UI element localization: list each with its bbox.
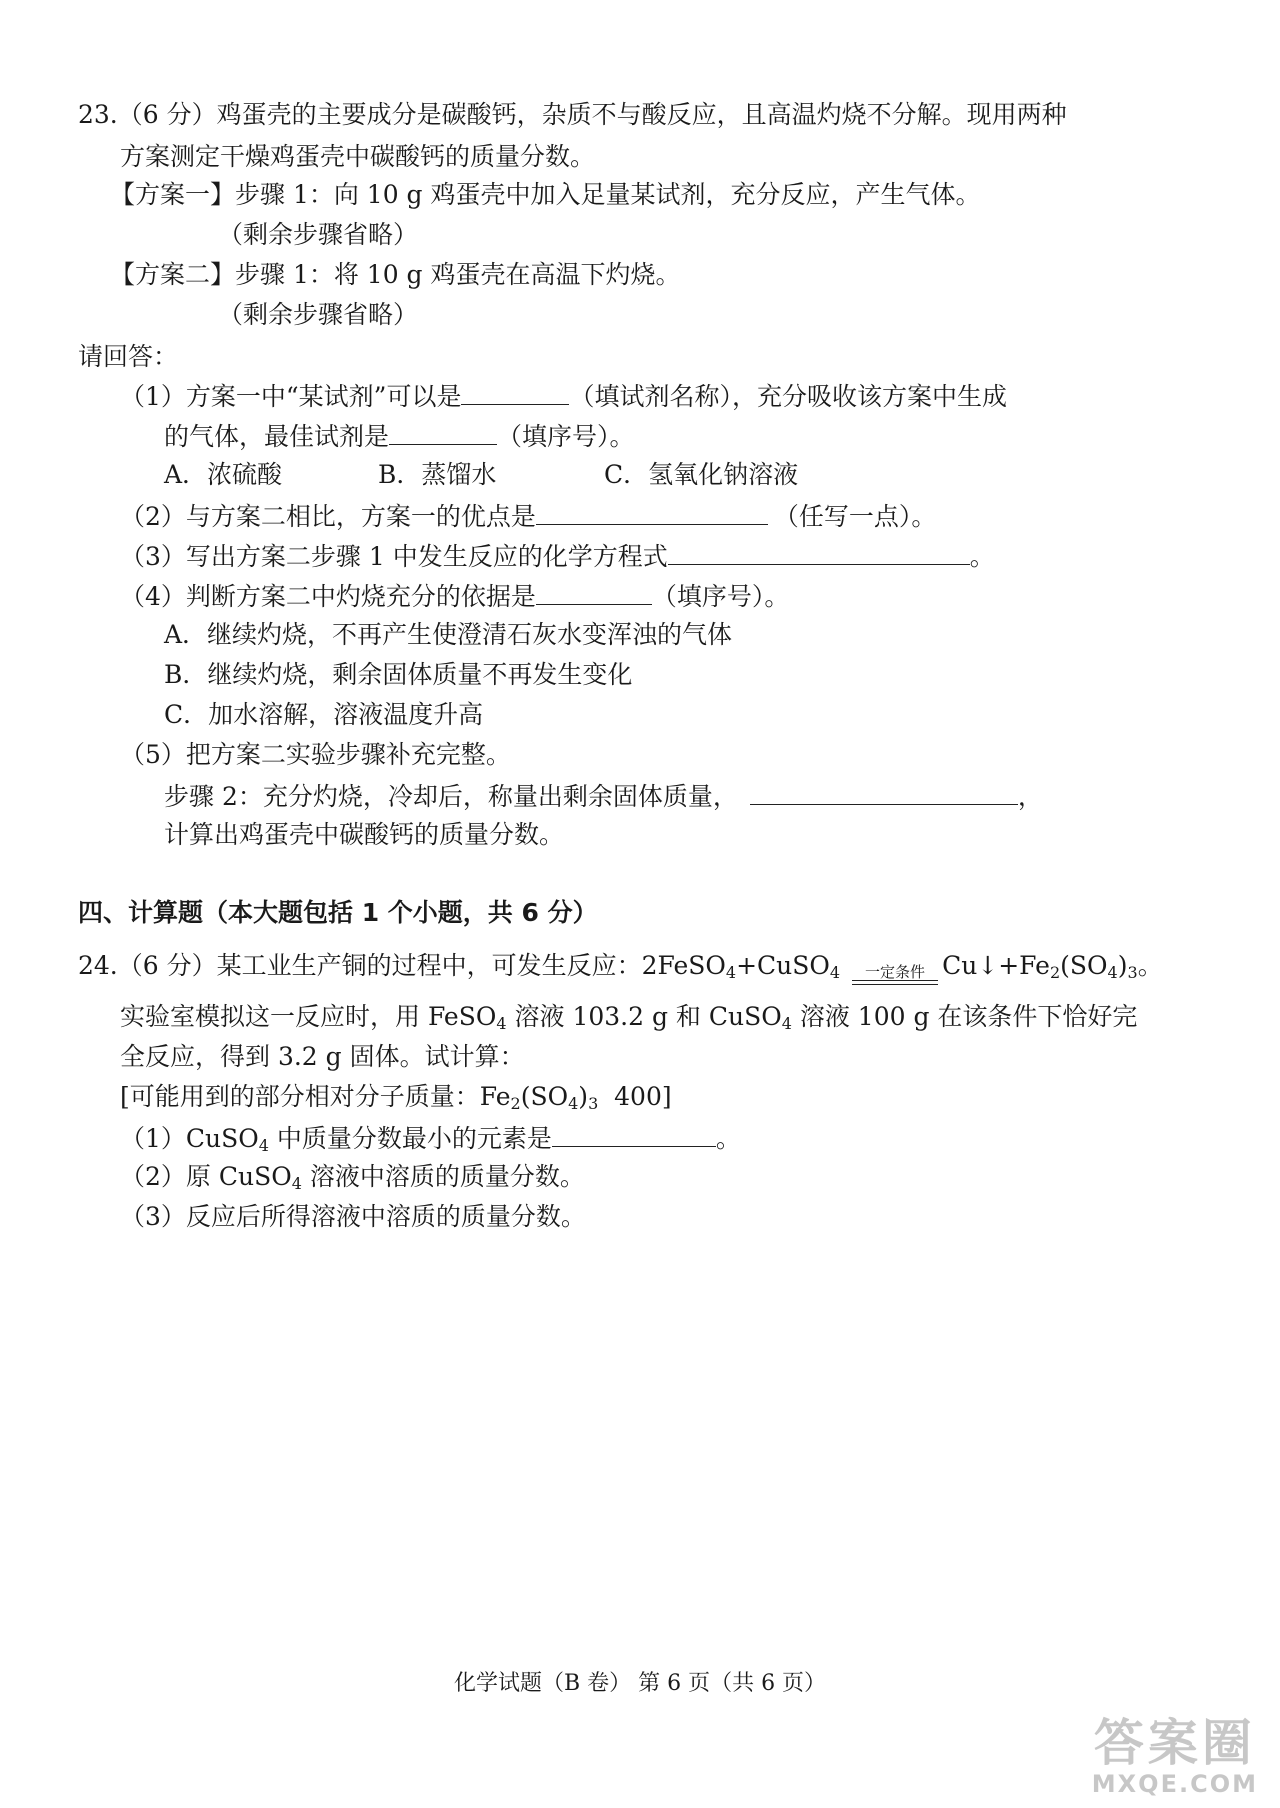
q23-stem-line-1: 23.（6 分）鸡蛋壳的主要成分是碳酸钙，杂质不与酸反应，且高温灼烧不分解。现用两种 [78,100,1067,129]
page-footer: 化学试题（B 卷） 第 6 页（共 6 页） [453,1671,827,1696]
q24-line-3: 全反应，得到 3.2 g 固体。试计算： [120,1042,525,1071]
q24-part-2: （2）原 CuSO$_4$ 溶液中溶质的质量分数。 [120,1162,585,1193]
answer-blank[interactable] [536,578,652,605]
q24-part-3: （3）反应后所得溶液中溶质的质量分数。 [120,1202,586,1231]
q23-part-2: （2）与方案二相比，方案一的优点是 （任写一点）。 [120,498,936,534]
q24-stem: 24.（6 分）某工业生产铜的过程中，可发生反应：2FeSO$_4$+CuSO$_4$ 一定条件 $Cu↓+Fe_2(SO_4)_3$。 [78,946,1163,993]
watermark-logo-text: 答案圈 [1093,1714,1256,1772]
q23-plan-2-rest: （剩余步骤省略） [218,300,419,329]
q23-part-1-options [164,458,798,492]
site-watermark [1092,1716,1258,1798]
answer-prompt: 请回答： [78,342,179,371]
q23-part-5-line-3: 计算出鸡蛋壳中碳酸钙的质量分数。 [164,820,565,849]
q23-plan-2: 【方案二】步骤 1：将 10 g 鸡蛋壳在高温下灼烧。 [110,260,681,289]
q24-line-2: 实验室模拟这一反应时，用 FeSO$_4$ 溶液 103.2 g 和 CuSO$_4$ 溶液 100 g 在该条件下恰好完 [120,1002,1138,1033]
reaction-arrow [852,964,938,993]
q23-part-4-option-c: C．加水溶解，溶液温度升高 [164,700,484,729]
section-4-heading: 四、计算题（本大题包括 1 个小题，共 6 分） [78,898,598,927]
q23-part-4-option-a: A．继续灼烧，不再产生使澄清石灰水变浑浊的气体 [164,620,733,649]
q23-part-1-line-2: 的气体，最佳试剂是 （填序号）。 [164,418,635,454]
q23-part-5: （5）把方案二实验步骤补充完整。 [120,740,511,769]
q23-part-5-step-2: 步骤 2：充分灼烧，冷却后，称量出剩余固体质量， ， [164,778,1043,814]
q23-part-1-line-1: （1）方案一中“某试剂”可以是 （填试剂名称），充分吸收该方案中生成 [120,378,1007,414]
option-a: A．浓硫酸 [164,460,283,489]
option-c: C．氢氧化钠溶液 [604,460,799,489]
answer-blank[interactable] [750,778,1018,805]
q24-molar-mass-note: [可能用到的部分相对分子质量：$Fe_2(SO_4)_3$ 400] [120,1082,672,1113]
q23-stem-line-2: 方案测定干燥鸡蛋壳中碳酸钙的质量分数。 [120,142,596,171]
reaction-condition: 一定条件 [865,963,926,981]
option-b: B．蒸馏水 [378,460,497,489]
q23-plan-1-rest: （剩余步骤省略） [218,220,419,249]
watermark-url: MXQE.COM [1091,1770,1258,1798]
q23-plan-1: 【方案一】步骤 1：向 10 g 鸡蛋壳中加入足量某试剂，充分反应，产生气体。 [110,180,981,209]
q23-part-4-option-b: B．继续灼烧，剩余固体质量不再发生变化 [164,660,633,689]
answer-blank[interactable] [461,378,569,405]
q23-part-4: （4）判断方案二中灼烧充分的依据是 （填序号）。 [120,578,789,614]
answer-blank[interactable] [552,1120,716,1147]
answer-blank[interactable] [389,418,497,445]
q24-part-1: （1）CuSO$_4$ 中质量分数最小的元素是 。 [120,1120,741,1163]
q23-part-3: （3）写出方案二步骤 1 中发生反应的化学方程式 。 [120,538,995,574]
answer-blank[interactable] [536,498,768,525]
answer-blank[interactable] [668,538,970,565]
